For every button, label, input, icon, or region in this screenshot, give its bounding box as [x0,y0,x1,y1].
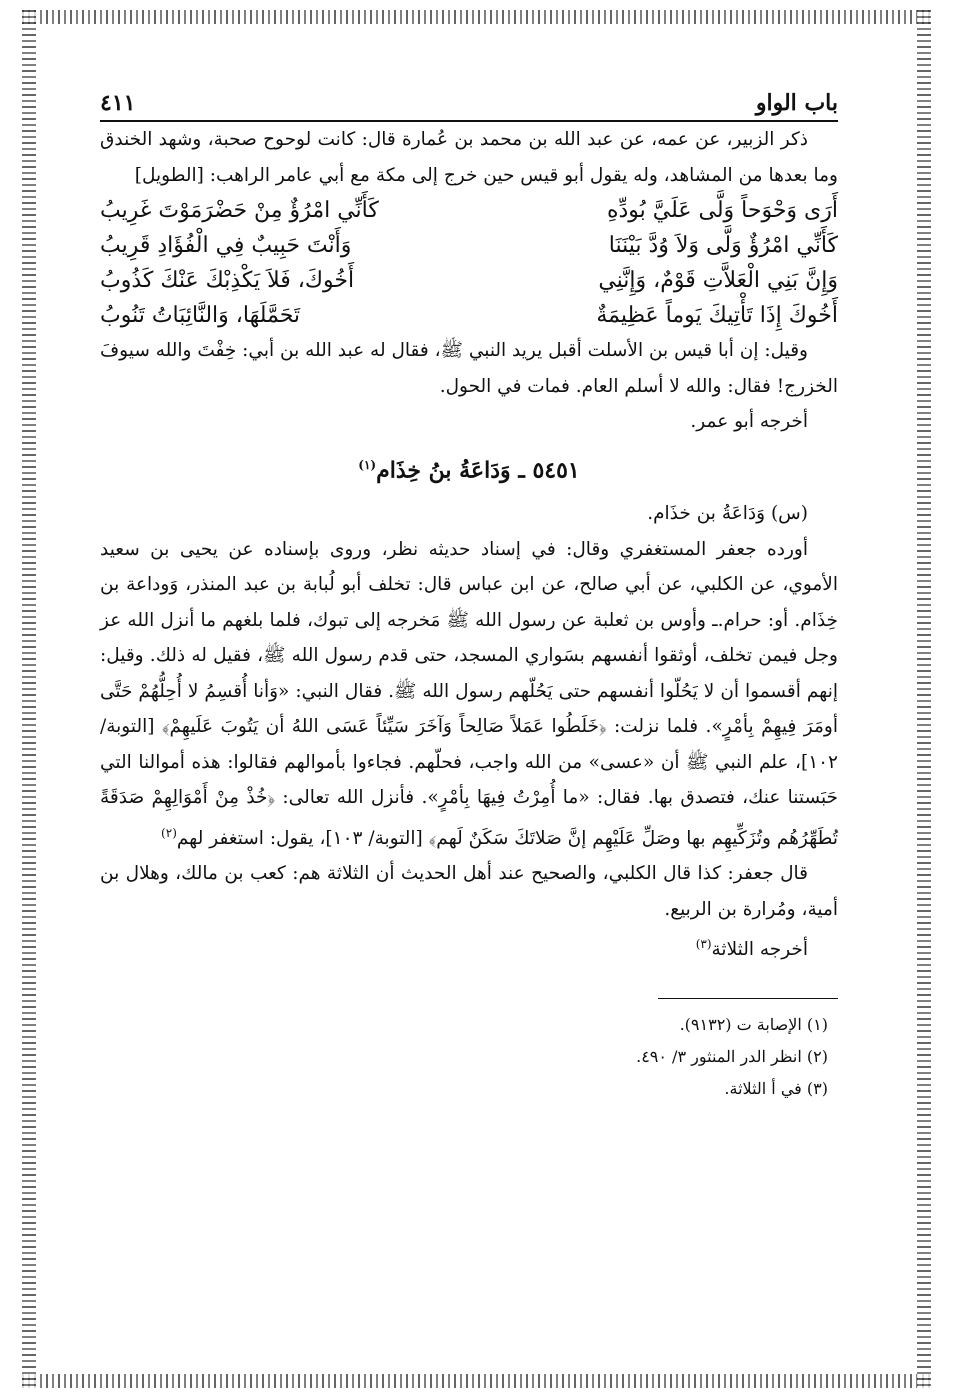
body-text [100,122,838,968]
verse-hemistich-second: كَأَنِّي امْرُؤٌ مِنْ حَضْرَمَوْتَ غَرِيبُ [100,198,379,223]
decorative-border-right [917,10,931,1388]
paragraph-text: أورده جعفر المستغفري وقال: في إسناد حديثه نظر، وروى بإسناده عن يحيى بن سعيد الأموي، عن الكلبي، عن أبي صالح، عن ابن عباس قال: تخلف أبو لُبابة بن عبد المنذر، وَوداعة بن خِذَام. أو: حرام.ـ وأوس بن ثعلبة عن رسول الله ﷺ مَخرجه إلى تبوك، فلما بلغهم ما أنزل الله عز وجل فيمن تخلف، أوثقوا أنفسهم بسَواري المسجد، حتى قدم رسول الله ﷺ، فقيل له ذلك. وقيل: إنهم أقسموا أن لا يَحُلّوا أنفسهم حتى يَحُلّهم رسول الله ﷺ. فقال النبي: «وَأنا أُقسِمُ لا أُحِلُّهُمْ حَتَّى أومَرَ فِيهِمْ بِأمْرٍ». فلما نزلت: ﴿خَلَطُوا عَمَلاً صَالِحاً وَآخَرَ سَيِّئاً عَسَى اللهُ أن يَتُوبَ عَلَيهِمْ﴾ [التوبة/ ١٠٢]، علم النبي ﷺ أن «عسى» من الله واجب، فحلّهم. فجاءوا بأموالهم فقالوا: هذه أموالنا التي حَبَستنا عنك، فتصدق بها. فقال: «ما أُمِرْتُ فِيهَا بِأمْرٍ». فأنزل الله تعالى: ﴿خُذْ مِنْ أَمْوَالِهِمْ صَدَقَةً تُطَهِّرُهُم وتُزَكِّيهِم بها وصَلِّ عَلَيْهِم إنَّ صَلاتَكَ سَكَنٌ لَهم﴾ [التوبة/ ١٠٣]، يقول: استغفر لهم [100,538,838,849]
verse-hemistich-first: كَأَنِّي امْرُؤٌ وَلَّى وَلاَ وُدَّ بَيْنَنَا [608,233,838,258]
page-number: ٤١١ [100,90,136,116]
paragraph [100,927,838,968]
footnote-mark: (٣) [695,937,712,952]
footnote: (٣) في أ الثلاثة. [724,1079,828,1099]
footnotes [100,1009,838,1105]
page [100,80,838,1356]
footnote: (٢) انظر الدر المنثور ٣/ ٤٩٠. [636,1047,828,1067]
verse-line [100,228,838,263]
entry-heading [100,448,838,489]
verse-line [100,263,838,298]
paragraph: وقيل: إن أبا قيس بن الأسلت أقبل يريد النبي ﷺ، فقال له عبد الله بن أبي: خِفْتَ والله سيوفَ الخزرج! فقال: والله لا أسلم العام. فمات في الحول. [100,340,838,397]
verse-hemistich-second: تَحَمَّلَهَا، وَالنَّائِبَاتُ تَنُوبُ [100,303,301,328]
running-header [100,80,838,116]
footnote-rule [658,998,838,999]
paragraph: قال جعفر: كذا قال الكلبي، والصحيح عند أهل الحديث أن الثلاثة هم: كعب بن مالك، وهلال بن أمية، ومُرارة بن الربيع. [100,863,838,920]
decorative-border-top [22,10,931,24]
entry-dash: ـ [518,456,525,483]
paragraph: أخرجه أبو عمر. [690,411,808,432]
verse-line [100,298,838,333]
footnote-mark: (١) [358,457,377,472]
verse-hemistich-second: أَخُوكَ، فَلاَ يَكْذِبْكَ عَنْكَ كَذُوبُ [100,268,355,293]
verse-line [100,193,838,228]
decorative-border-bottom [22,1374,931,1388]
entry-name: وَدَاعَةُ بنُ خِذَام [376,456,511,483]
verse-hemistich-first: أَخُوكَ إِذَا تَأْتِيكَ يَوماً عَظِيمَةٌ [596,303,838,328]
closing-text: أخرجه الثلاثة [711,939,808,961]
verse-hemistich-first: أَرَى وَحْوَحاً وَلَّى عَلَيَّ بُودِّهِ [606,198,838,223]
paragraph: ذكر الزبير، عن عمه، عن عبد الله بن محمد بن عُمارة قال: كانت لوحوح صحبة، وشهد الخندق وما بعدها من المشاهد، وله يقول أبو قيس حين خرج إلى مكة مع أبي عامر الراهب: [الطويل] [100,129,838,186]
paragraph [100,532,838,857]
verse-hemistich-first: وَإِنَّ بَنِي الْعَلاَّتِ قَوْمٌ، وَإِنَّنِي [598,268,838,293]
chapter-title: باب الواو [755,90,838,116]
decorative-border-left [22,10,36,1388]
verse-hemistich-second: وَأَنْتَ حَبِيبٌ فِي الْفُؤَادِ قَرِيبُ [100,233,352,258]
footnote-mark: (٢) [161,825,177,840]
footnote: (١) الإصابة ت (٩١٣٢). [679,1015,828,1035]
paragraph: (س) وَدَاعَةُ بن خذَام. [647,503,808,525]
entry-number: ٥٤٥١ [532,456,580,483]
